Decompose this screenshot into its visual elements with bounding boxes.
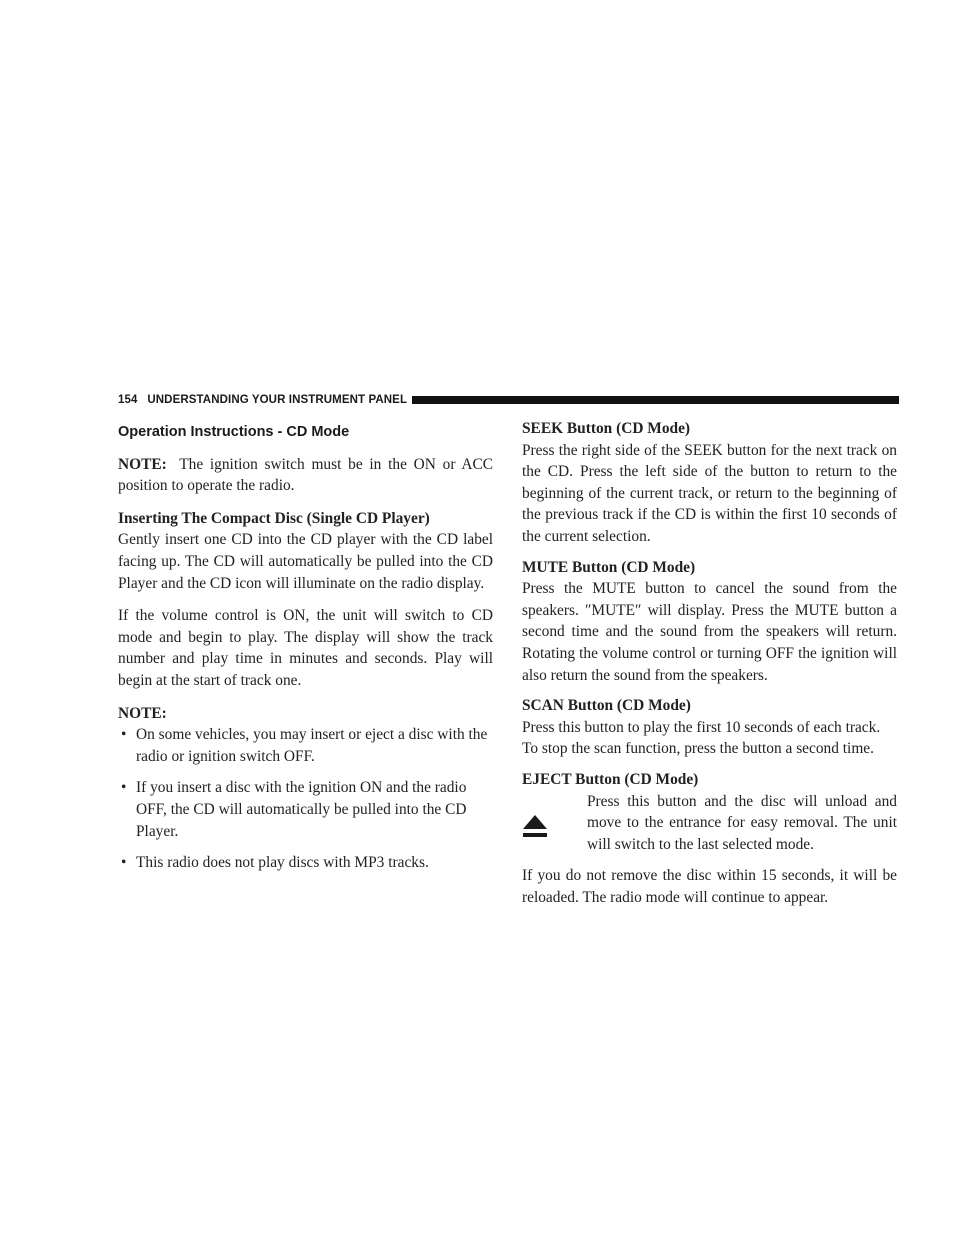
- eject-description: [522, 791, 897, 856]
- bullet-icon: •: [121, 854, 127, 872]
- note-paragraph: [118, 454, 493, 497]
- section-title: Operation Instructions - CD Mode: [118, 424, 350, 440]
- mute-section: [522, 557, 897, 687]
- volume-text: If the volume control is ON, the unit will switch to CD mode and begin to play. The display will show the track number and play time in minutes and seconds. Play will begin at the start of track one.: [118, 607, 493, 689]
- bullet-text: If you insert a disc with the ignition ON and the radio OFF, the CD will automatically be pulled into the CD Player.: [136, 779, 467, 840]
- list-item: [118, 852, 493, 874]
- eject-section: [522, 769, 897, 909]
- note-label: NOTE:: [118, 455, 167, 473]
- note-heading: NOTE:: [118, 704, 167, 722]
- scan-section: [522, 695, 897, 760]
- bullet-icon: •: [121, 779, 127, 797]
- bullet-text: On some vehicles, you may insert or eject a disc with the radio or ignition switch OFF.: [136, 726, 488, 765]
- note-bullet-list: [118, 724, 493, 874]
- eject-title: EJECT Button (CD Mode): [522, 770, 699, 788]
- note-text: The ignition switch must be in the ON or ACC position to operate the radio.: [118, 455, 493, 495]
- inserting-text: Gently insert one CD into the CD player with the CD label facing up. The CD will automatically be pulled into the CD Player and the CD icon will illuminate on the radio display.: [118, 531, 493, 592]
- eject-after-text: If you do not remove the disc within 15 seconds, it will be reloaded. The radio mode will continue to appear.: [522, 867, 897, 906]
- page-header: [118, 392, 899, 408]
- header-rule: [412, 396, 899, 404]
- page-header-text: 154 UNDERSTANDING YOUR INSTRUMENT PANEL: [118, 394, 408, 406]
- right-column: [522, 418, 897, 917]
- eject-text: Press this button and the disc will unload and move to the entrance for easy removal. The unit will switch to the last selected mode.: [587, 792, 897, 853]
- mute-text: Press the MUTE button to cancel the sound from the speakers. ″MUTE″ will display. Press the MUTE button a second time and the sound from the speakers will return. Rotating the volume control or turning OFF the ignition will also return the sound from the speakers.: [522, 580, 897, 684]
- scan-text: Press this button to play the first 10 seconds of each track. To stop the scan function, press the button a second time.: [522, 718, 881, 758]
- seek-section: [522, 418, 897, 548]
- inserting-title: Inserting The Compact Disc (Single CD Player): [118, 509, 430, 527]
- list-item: [118, 777, 493, 842]
- scan-title: SCAN Button (CD Mode): [522, 697, 691, 715]
- bullet-text: This radio does not play discs with MP3 tracks.: [136, 854, 429, 872]
- left-column: [118, 418, 493, 884]
- bullet-icon: •: [121, 726, 127, 744]
- seek-title: SEEK Button (CD Mode): [522, 420, 691, 437]
- list-item: [118, 724, 493, 767]
- eject-icon-box: [522, 791, 587, 856]
- mute-title: MUTE Button (CD Mode): [522, 558, 696, 576]
- seek-text: Press the right side of the SEEK button for the next track on the CD. Press the left side of the button to return to the beginning of the current track, or return to the beginning of the previous track if the CD is within the first 10 seconds of the current selection.: [522, 441, 897, 545]
- eject-icon: [522, 813, 548, 839]
